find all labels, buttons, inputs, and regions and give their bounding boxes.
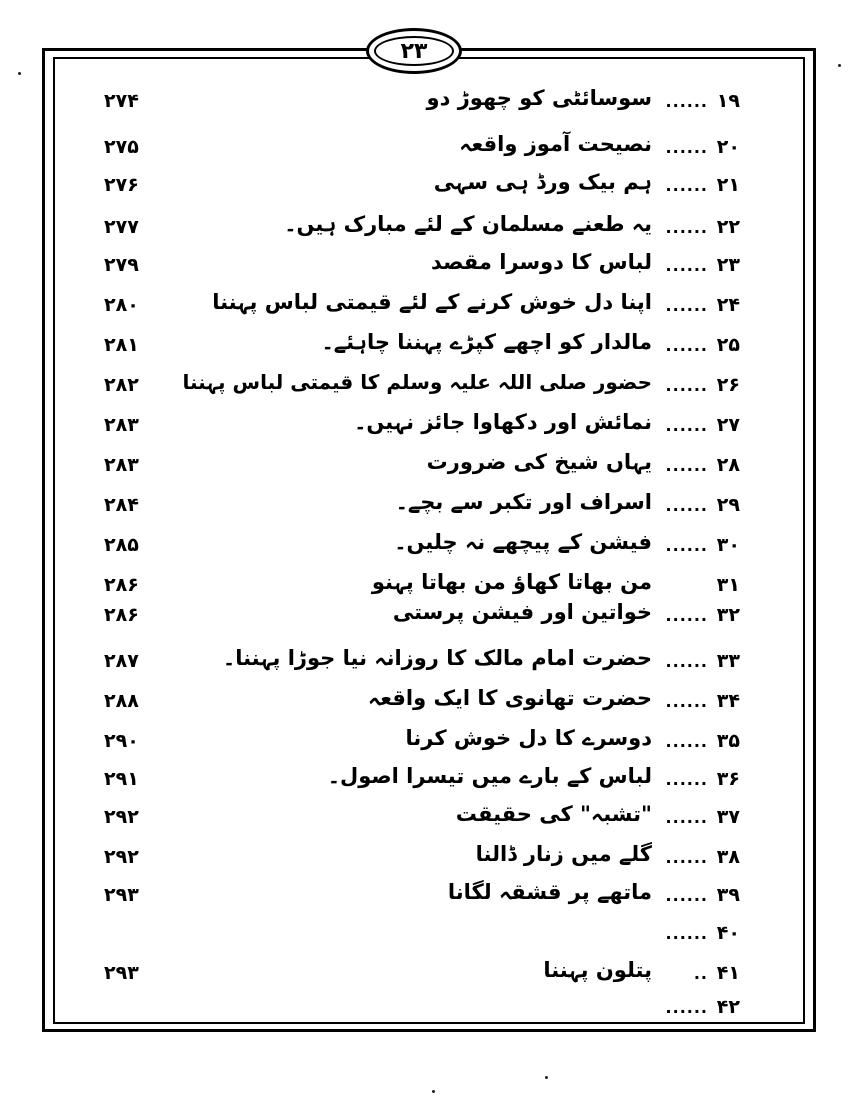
toc-entry (90, 802, 740, 836)
toc-entry (90, 450, 740, 484)
entry-page-number: ۲۸۱ (104, 334, 139, 356)
toc-entry (90, 290, 740, 324)
toc-entry (90, 686, 740, 720)
toc-entry (90, 170, 740, 204)
entry-number: ۲۸ (716, 454, 740, 476)
entry-leader-dots: ...... (665, 732, 708, 751)
toc-entry (90, 132, 740, 166)
entry-leader-dots: ...... (665, 176, 708, 195)
toc-entry (90, 842, 740, 876)
entry-number: ۲۹ (716, 494, 740, 516)
entry-leader-dots: ...... (665, 256, 708, 275)
entry-page-number: ۲۷۵ (104, 136, 139, 158)
entry-title: ہم بیک ورڈ ہی سہی (433, 170, 652, 194)
entry-leader-dots: ...... (665, 808, 708, 827)
toc-entry (90, 726, 740, 760)
entry-number: ۲۱ (716, 174, 740, 196)
entry-leader-dots: ...... (665, 924, 708, 943)
entry-page-number: ۲۸۰ (104, 294, 139, 316)
scan-speck (838, 64, 841, 67)
entry-title: سوسائٹی کو چھوڑ دو (426, 86, 652, 110)
toc-entry (90, 530, 740, 564)
entry-page-number: ۲۷۶ (104, 174, 139, 196)
toc-entry (90, 918, 740, 952)
entry-title: ماتھے پر قشقہ لگانا (447, 880, 652, 904)
entry-title: نمائش اور دکھاوا جائز نہیں۔ (354, 410, 652, 434)
entry-page-number: ۲۹۲ (104, 846, 139, 868)
entry-title: حضرت امام مالک کا روزانہ نیا جوڑا پہننا۔ (222, 646, 652, 670)
toc-entry (90, 570, 740, 604)
entry-page-number: ۲۸۷ (104, 650, 139, 672)
entry-number: ۳۸ (716, 846, 740, 868)
toc-entry (90, 992, 740, 1026)
entry-title: "تشبہ" کی حقیقت (455, 802, 652, 826)
entry-leader-dots: ...... (665, 848, 708, 867)
entry-page-number: ۲۸۶ (104, 574, 139, 596)
toc-entry (90, 646, 740, 680)
entry-title: یہاں شیخ کی ضرورت (426, 450, 652, 474)
toc-entry (90, 600, 740, 634)
entry-leader-dots: ...... (665, 92, 708, 111)
toc-entry (90, 958, 740, 992)
page-number: ۲۳ (400, 38, 428, 64)
entry-leader-dots: .. (693, 964, 708, 983)
entry-page-number: ۲۸۸ (104, 690, 139, 712)
entry-leader-dots: ...... (665, 456, 708, 475)
entry-number: ۱۹ (716, 90, 740, 112)
entry-leader-dots: ...... (665, 218, 708, 237)
entry-title: نصیحت آموز واقعہ (459, 132, 652, 156)
entry-page-number: ۲۷۷ (104, 216, 139, 238)
entry-number: ۳۳ (716, 650, 740, 672)
toc-entry (90, 370, 740, 404)
entry-page-number: ۲۷۹ (104, 254, 139, 276)
entry-number: ۳۲ (716, 604, 740, 626)
entry-number: ۳۵ (716, 730, 740, 752)
entry-leader-dots: ...... (665, 606, 708, 625)
entry-number: ۲۷ (716, 414, 740, 436)
entry-number: ۳۴ (716, 690, 740, 712)
entry-title: پتلون پہننا (543, 958, 652, 982)
entry-number: ۲۴ (716, 294, 740, 316)
scan-speck (18, 72, 21, 75)
toc-entry (90, 490, 740, 524)
entry-page-number: ۲۸۴ (104, 494, 139, 516)
entry-page-number: ۲۹۱ (104, 768, 139, 790)
toc-entry (90, 212, 740, 246)
entry-leader-dots: ...... (665, 998, 708, 1017)
entry-page-number: ۲۸۵ (104, 534, 139, 556)
entry-number: ۲۵ (716, 334, 740, 356)
entry-leader-dots: ...... (665, 376, 708, 395)
entry-title: گلے میں زنار ڈالنا (475, 842, 652, 866)
scan-speck (432, 1090, 435, 1093)
entry-number: ۲۰ (716, 136, 740, 158)
entry-page-number: ۲۹۲ (104, 806, 139, 828)
entry-page-number: ۲۷۴ (104, 90, 139, 112)
entry-leader-dots: ...... (665, 296, 708, 315)
entry-page-number: ۲۹۳ (104, 884, 139, 906)
entry-page-number: ۲۸۳ (104, 454, 139, 476)
entry-number: ۴۱ (716, 962, 740, 984)
toc-entry (90, 86, 740, 120)
entry-page-number: ۲۸۶ (104, 604, 139, 626)
entry-page-number: ۲۹۰ (104, 730, 139, 752)
entry-leader-dots: ...... (665, 138, 708, 157)
entry-page-number: ۲۸۳ (104, 414, 139, 436)
toc-entry (90, 410, 740, 444)
entry-title: حضور صلی اللہ علیہ وسلم کا قیمتی لباس پہننا (182, 370, 652, 394)
entry-number: ۲۳ (716, 254, 740, 276)
entry-number: ۳۱ (716, 574, 740, 596)
entry-number: ۴۲ (716, 996, 740, 1018)
entry-title: اپنا دل خوش کرنے کے لئے قیمتی لباس پہننا (212, 290, 652, 314)
entry-leader-dots: ...... (665, 496, 708, 515)
entry-title: یہ طعنے مسلمان کے لئے مبارک ہیں۔ (284, 212, 652, 236)
entry-leader-dots: ...... (665, 770, 708, 789)
toc-entry (90, 764, 740, 798)
entry-page-number: ۲۹۳ (104, 962, 139, 984)
scan-speck (545, 1076, 548, 1079)
entry-title: خواتین اور فیشن پرستی (392, 600, 652, 624)
entry-number: ۲۲ (716, 216, 740, 238)
toc-entry (90, 880, 740, 914)
toc-entry (90, 250, 740, 284)
entry-title: دوسرے کا دل خوش کرنا (405, 726, 652, 750)
entry-leader-dots: ...... (665, 536, 708, 555)
entry-number: ۳۷ (716, 806, 740, 828)
entry-page-number: ۲۸۲ (104, 374, 139, 396)
entry-leader-dots: ...... (665, 652, 708, 671)
entry-title: لباس کے بارے میں تیسرا اصول۔ (327, 764, 652, 788)
entry-number: ۴۰ (716, 922, 740, 944)
entry-number: ۳۶ (716, 768, 740, 790)
entry-title: حضرت تھانوی کا ایک واقعہ (367, 686, 652, 710)
entry-number: ۳۰ (716, 534, 740, 556)
entry-leader-dots: ...... (665, 416, 708, 435)
entry-title: مالدار کو اچھے کپڑے پہننا چاہئے۔ (321, 330, 652, 354)
entry-leader-dots: ...... (665, 692, 708, 711)
entry-title: اسراف اور تکبر سے بچے۔ (395, 490, 652, 514)
entry-leader-dots: ...... (665, 886, 708, 905)
entry-number: ۳۹ (716, 884, 740, 906)
entry-title: فیشن کے پیچھے نہ چلیں۔ (394, 530, 652, 554)
entry-title: لباس کا دوسرا مقصد (430, 250, 652, 274)
entry-number: ۲۶ (716, 374, 740, 396)
toc-entry (90, 330, 740, 364)
entry-leader-dots: ...... (665, 336, 708, 355)
entry-title: من بھاتا کھاؤ من بھاتا پہنو (371, 570, 652, 594)
